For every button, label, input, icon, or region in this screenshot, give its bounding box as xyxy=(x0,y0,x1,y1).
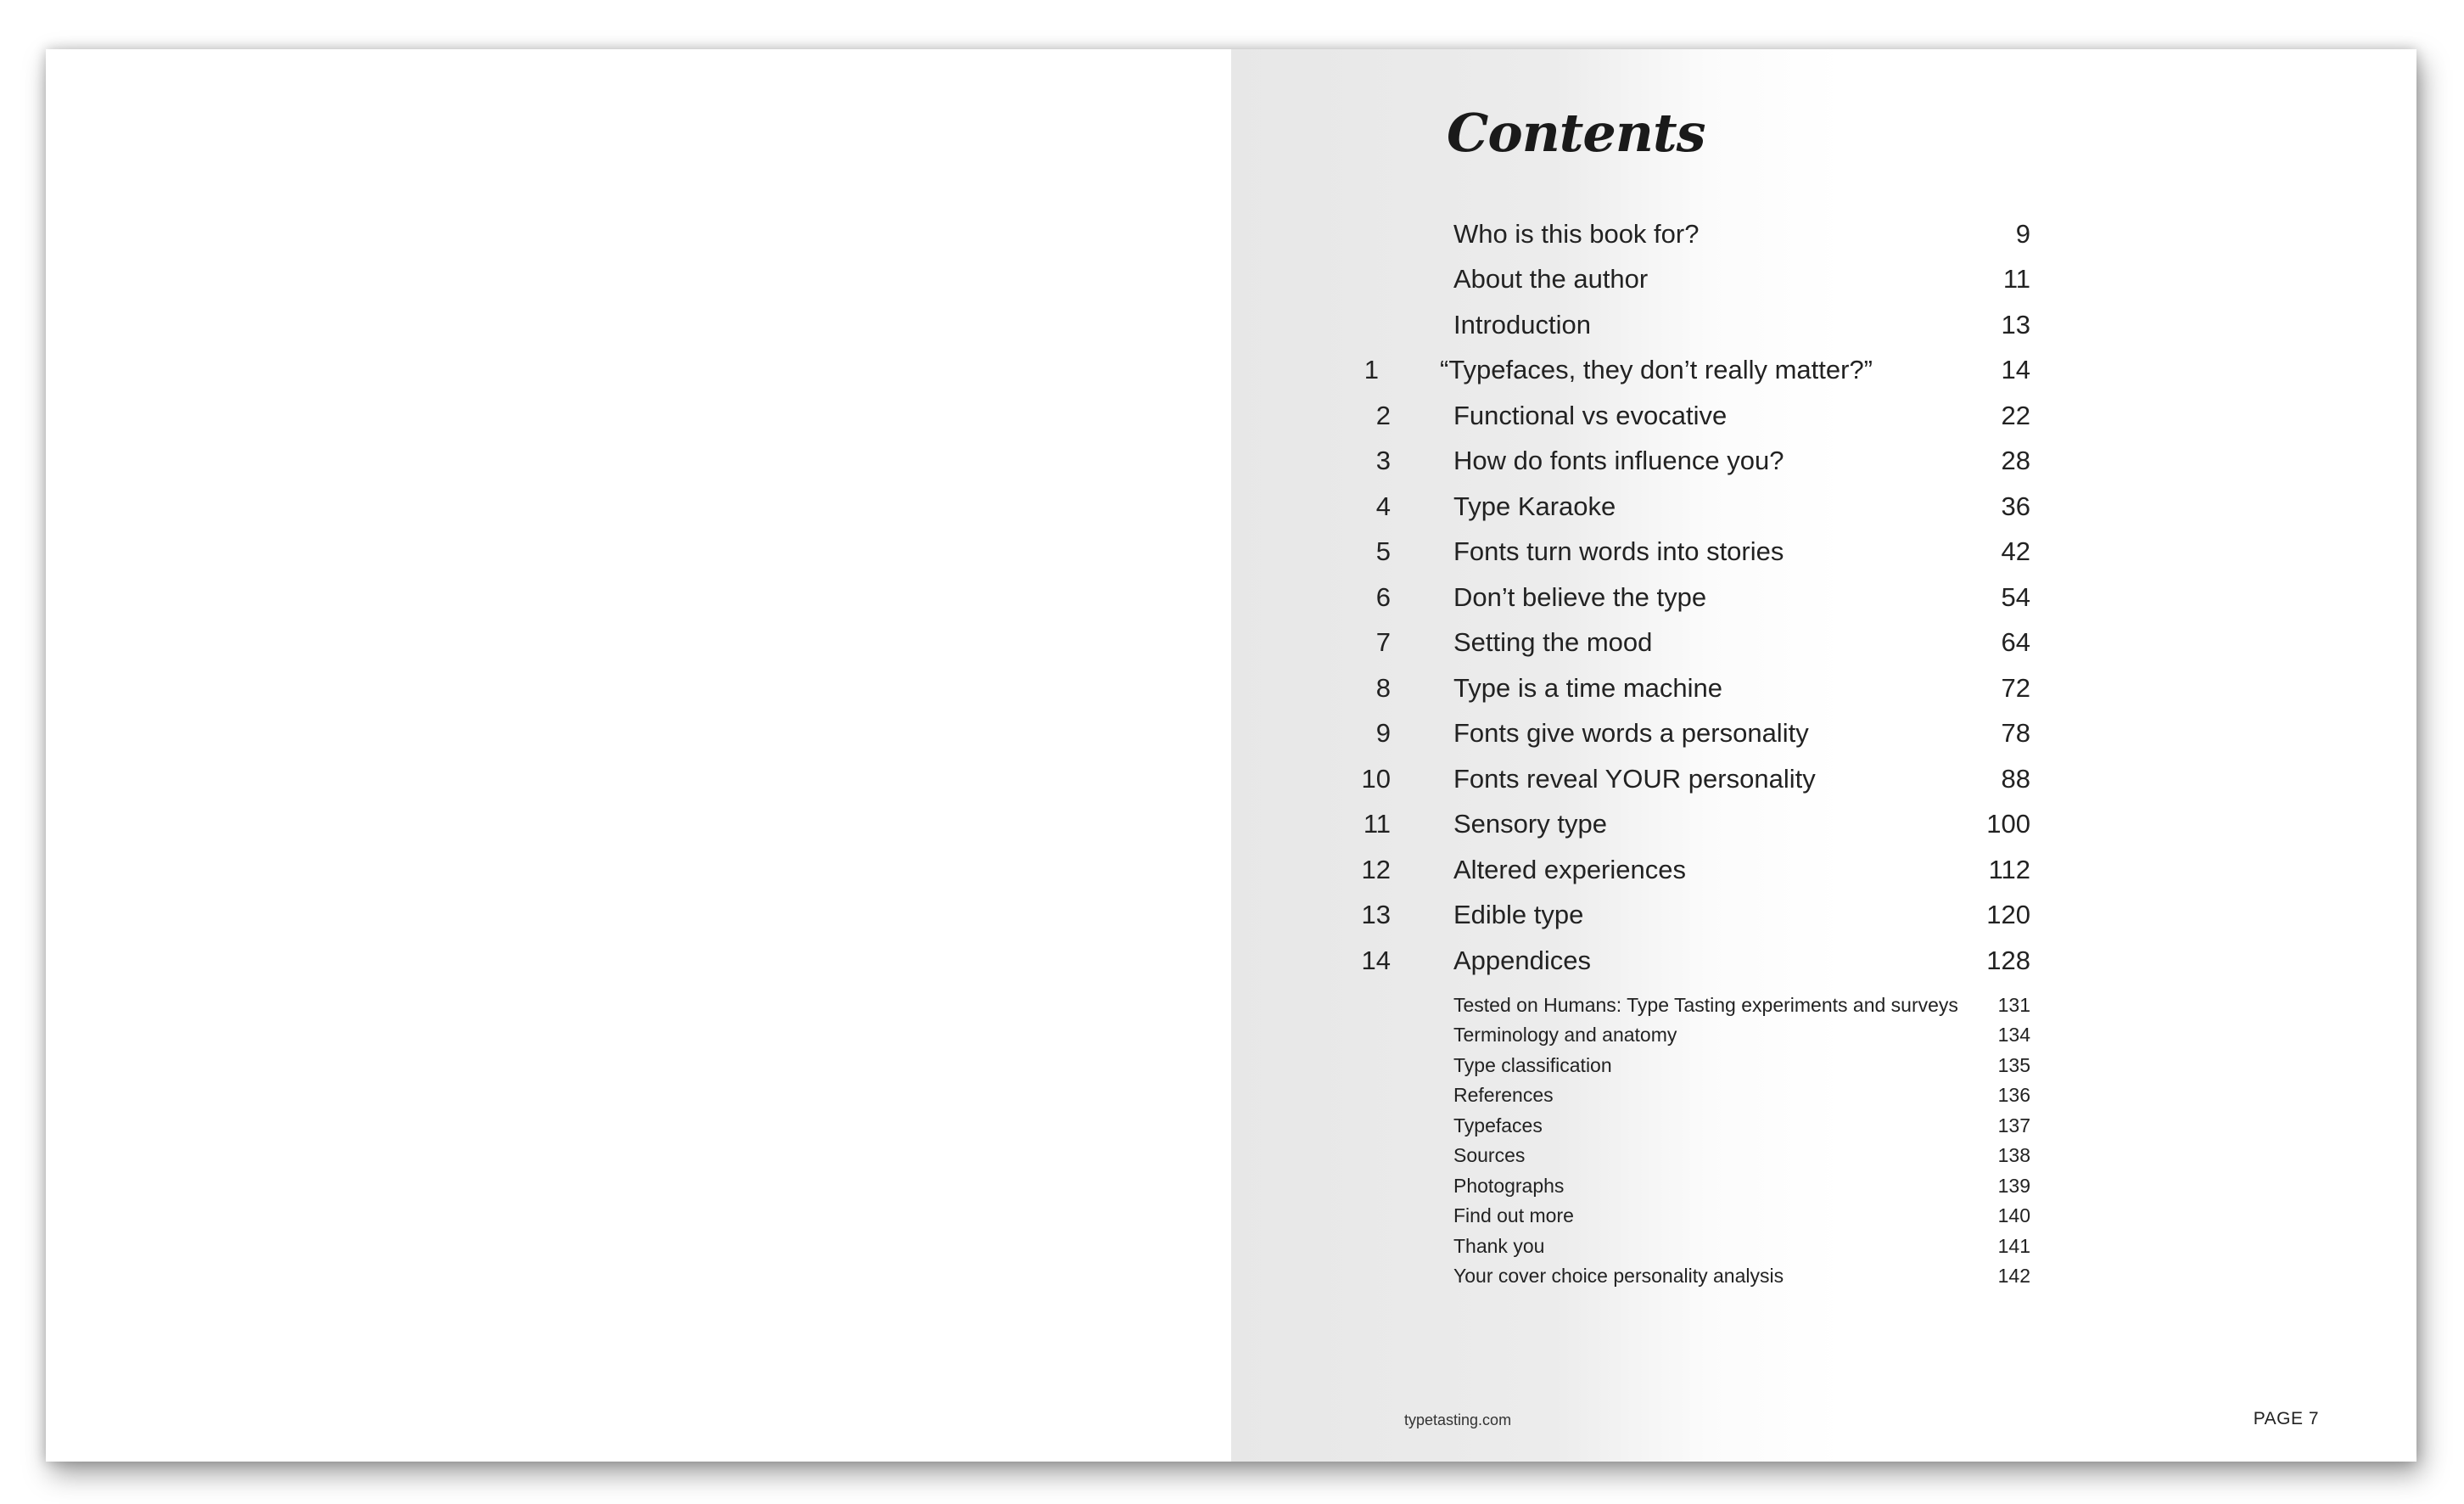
toc-entry xyxy=(1231,712,2416,755)
toc-entry xyxy=(1231,258,2416,300)
chapter-number: 12 xyxy=(1361,855,1391,884)
appendix-title: Thank you xyxy=(1453,1235,1545,1257)
toc-entry xyxy=(1231,440,2416,482)
left-page-blank xyxy=(46,49,1231,1462)
chapter-number: 1 xyxy=(1364,355,1379,384)
appendix-entry xyxy=(1231,1201,2416,1231)
page-number: 42 xyxy=(2001,536,2030,566)
page-number: 13 xyxy=(2001,310,2030,340)
chapter-title: Appendices xyxy=(1453,946,1592,975)
appendix-title: Type classification xyxy=(1453,1054,1612,1076)
chapter-number: 7 xyxy=(1375,627,1391,657)
page-number: 136 xyxy=(1997,1084,2030,1106)
page-number: 135 xyxy=(1997,1054,2030,1076)
page-number: 112 xyxy=(1988,855,2030,884)
toc-entry xyxy=(1231,803,2416,845)
appendix-title: Your cover choice personality analysis xyxy=(1453,1265,1784,1287)
chapter-title: Fonts turn words into stories xyxy=(1453,536,1784,566)
chapter-number: 9 xyxy=(1375,718,1391,748)
page-number: 14 xyxy=(2001,355,2030,384)
toc-entry xyxy=(1231,395,2416,437)
chapter-title: Functional vs evocative xyxy=(1453,401,1728,430)
appendix-title: Sources xyxy=(1453,1144,1526,1166)
footer-website: typetasting.com xyxy=(1404,1411,1512,1428)
chapter-number: 5 xyxy=(1375,536,1391,566)
chapter-title: Altered experiences xyxy=(1453,855,1686,884)
appendix-entry xyxy=(1231,1080,2416,1110)
page-number: 134 xyxy=(1997,1024,2030,1046)
toc-entry xyxy=(1231,894,2416,936)
toc-entry xyxy=(1231,213,2416,255)
page-number: 137 xyxy=(1997,1114,2030,1136)
appendix-title: Find out more xyxy=(1453,1204,1574,1226)
page-number: 9 xyxy=(2015,219,2030,249)
toc-entry xyxy=(1231,940,2416,982)
page-number: 138 xyxy=(1997,1144,2030,1166)
chapter-title: Type is a time machine xyxy=(1453,673,1723,703)
page-number: 100 xyxy=(1986,809,2030,839)
page-number: 78 xyxy=(2001,718,2030,748)
toc-entry xyxy=(1231,530,2416,573)
toc-entry xyxy=(1231,349,2416,391)
chapter-title: Don’t believe the type xyxy=(1453,582,1707,612)
page-number: 72 xyxy=(2001,673,2030,703)
chapter-number: 13 xyxy=(1361,900,1391,929)
chapter-number: 10 xyxy=(1361,764,1391,794)
appendix-entry xyxy=(1231,1232,2416,1261)
chapter-number: 8 xyxy=(1375,673,1391,703)
appendix-title: Typefaces xyxy=(1453,1114,1543,1136)
chapter-number: 4 xyxy=(1375,491,1391,521)
chapter-title: Type Karaoke xyxy=(1453,491,1616,521)
toc-entry xyxy=(1231,576,2416,619)
footer-page-number: PAGE 7 xyxy=(2253,1409,2319,1428)
chapter-title: Who is this book for? xyxy=(1453,219,1700,249)
chapter-title: Setting the mood xyxy=(1453,627,1653,657)
chapter-number: 6 xyxy=(1375,582,1391,612)
chapter-title: Sensory type xyxy=(1453,809,1607,839)
chapter-number: 3 xyxy=(1375,446,1391,475)
page-number: 28 xyxy=(2001,446,2030,475)
chapter-title: Introduction xyxy=(1453,310,1591,340)
page-number: 36 xyxy=(2001,491,2030,521)
page-number: 54 xyxy=(2001,582,2030,612)
page-number: 142 xyxy=(1997,1265,2030,1287)
contents-title: Contents xyxy=(1447,102,1705,164)
appendix-entry xyxy=(1231,1261,2416,1291)
appendix-entry xyxy=(1231,1111,2416,1141)
appendix-title: Tested on Humans: Type Tasting experiments and surveys xyxy=(1453,994,1958,1016)
book-spread xyxy=(46,49,2416,1462)
appendix-entry xyxy=(1231,991,2416,1020)
chapter-title: Edible type xyxy=(1453,900,1584,929)
appendix-title: References xyxy=(1453,1084,1554,1106)
appendix-entry xyxy=(1231,1020,2416,1050)
chapter-title: How do fonts influence you? xyxy=(1453,446,1784,475)
page-number: 141 xyxy=(1997,1235,2030,1257)
chapter-title: Fonts give words a personality xyxy=(1453,718,1809,748)
chapter-number: 2 xyxy=(1375,401,1391,430)
page-number: 120 xyxy=(1986,900,2030,929)
appendix-title: Photographs xyxy=(1453,1175,1565,1197)
page-number: 131 xyxy=(1997,994,2030,1016)
chapter-title: About the author xyxy=(1453,264,1649,294)
page-number: 128 xyxy=(1986,946,2030,975)
right-page-contents xyxy=(1231,49,2416,1462)
appendix-title: Terminology and anatomy xyxy=(1453,1024,1677,1046)
table-of-contents xyxy=(1231,49,2416,1462)
page-number: 11 xyxy=(2002,264,2030,294)
chapter-title: “Typefaces, they don’t really matter?” xyxy=(1440,355,1873,384)
page-number: 140 xyxy=(1997,1204,2030,1226)
toc-entry xyxy=(1231,667,2416,710)
appendix-entry xyxy=(1231,1051,2416,1080)
page-number: 64 xyxy=(2001,627,2030,657)
appendix-entry xyxy=(1231,1171,2416,1201)
toc-entry xyxy=(1231,621,2416,664)
chapter-title: Fonts reveal YOUR personality xyxy=(1453,764,1816,794)
chapter-number: 14 xyxy=(1361,946,1391,975)
page-number: 139 xyxy=(1997,1175,2030,1197)
chapter-number: 11 xyxy=(1363,809,1391,839)
toc-entry xyxy=(1231,304,2416,346)
page-number: 22 xyxy=(2001,401,2030,430)
toc-entry xyxy=(1231,849,2416,891)
appendix-entry xyxy=(1231,1141,2416,1170)
toc-entry xyxy=(1231,758,2416,800)
toc-entry xyxy=(1231,485,2416,528)
page-number: 88 xyxy=(2001,764,2030,794)
